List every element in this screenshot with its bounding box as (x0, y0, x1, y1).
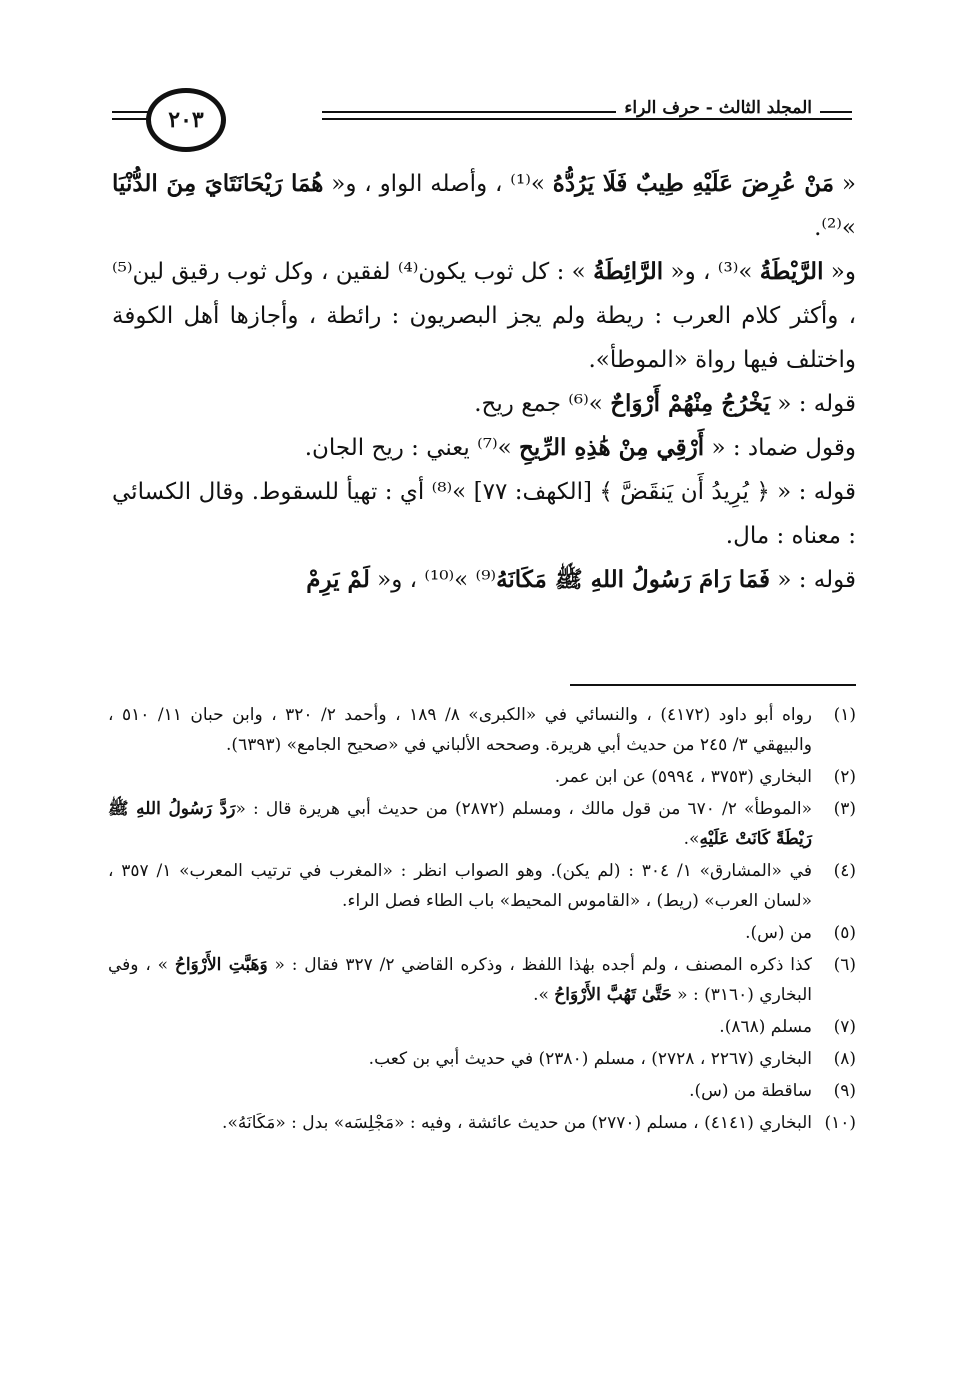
footnotes (108, 700, 856, 1140)
hadith-quote: هُمَا رَيْحَانَتَايَ مِنَ الدُّنْيَا (112, 170, 324, 197)
footnote-text: كذا ذكره المصنف ، ولم أجده بهٰذا اللفظ ، وذكره القاضي ٢/ ٣٢٧ فقال : « وَهَبَّتِ الأَرْوَاحُ » ، وفي البخاري (٣١٦٠) : « حَتَّىٰ تَهُبَّ الأَرْوَاحُ ». (108, 955, 812, 1005)
footnote-number: (٤) (833, 861, 856, 881)
footnote (108, 762, 856, 792)
paragraph-1: « مَنْ عُرِضَ عَلَيْهِ طِيبٌ فَلَا يَرُدُّهُ »⁽¹⁾ ، وأصله الواو ، و« هُمَا رَيْحَانَتَايَ مِنَ الدُّنْيَا »⁽²⁾. (112, 170, 856, 241)
paragraph-4: وقول ضماد : « أَرْقِي مِنْ هَٰذِهِ الرِّيحِ »⁽⁷⁾ يعني : ريح الجان. (304, 434, 856, 461)
footnote-number: (١) (833, 705, 856, 725)
footnote-separator (570, 684, 856, 686)
main-text (112, 162, 856, 602)
footnote-text: ساقطة من (س). (689, 1081, 812, 1101)
footnote-number: (٩) (833, 1081, 856, 1101)
headword: الرَّائِطَةُ (593, 258, 664, 285)
hadith-quote: يَخْرُجُ مِنْهُمْ أَرْوَاحٌ (610, 390, 771, 417)
footnote-number: (٥) (833, 923, 856, 943)
hadith-quote: مَنْ عُرِضَ عَلَيْهِ طِيبٌ فَلَا يَرُدُّهُ (552, 170, 835, 197)
footnote-number: (٣) (833, 799, 856, 819)
footnote (108, 856, 856, 916)
hadith-quote: حَتَّىٰ تَهُبَّ الأَرْوَاحُ (554, 985, 672, 1005)
footnote-text: في «المشارق» ١/ ٣٠٤ : (لم يكن). وهو الصواب انظر : «المغرب في ترتيب المعرب» ١/ ٣٥٧ ، «لسان العرب» (ريط) ، «القاموس المحيط» باب الطاء فصل الراء. (108, 861, 812, 911)
footnote-number: (٨) (833, 1049, 856, 1069)
footnote-text: البخاري (٤١٤١) ، مسلم (٢٧٧٠) من حديث عائشة ، وفيه : «مَجْلِسَه» بدل : «مَكَانَهُ». (222, 1113, 812, 1133)
hadith-quote: فَمَا رَامَ رَسُولُ اللهِ ﷺ مَكَانَهُ (496, 566, 771, 593)
footnote (108, 1108, 856, 1138)
hadith-quote: لَمْ يَرِمْ (306, 566, 370, 593)
footnote (108, 1076, 856, 1106)
footnote-text: «الموطأ» ٢/ ٦٧٠ من قول مالك ، ومسلم (٢٨٧٢) من حديث أبي هريرة قال : «رَدَّ رَسُولُ اللهِ ﷺ رَيْطَةً كَانَتْ عَلَيْهِ». (108, 799, 812, 849)
footnote-number: (٦) (833, 955, 856, 975)
footnote-text: من (س). (745, 923, 812, 943)
footnote (108, 794, 856, 854)
footnote (108, 918, 856, 948)
hadith-quote: وَهَبَّتِ الأَرْوَاحُ (174, 955, 268, 975)
footnote (108, 1044, 856, 1074)
footnote-text: البخاري (٣٧٥٣ ، ٥٩٩٤) عن ابن عمر. (554, 767, 812, 787)
footnote-number: (١٠) (824, 1113, 856, 1133)
paragraph-5: قوله : « ﴿ يُرِيدُ أَن يَنقَضَّ ﴾ [الكهف: ٧٧] »⁽⁸⁾ أي : تهيأ للسقوط. وقال الكسائي : معناه : مال. (112, 479, 856, 549)
paragraph-3: قوله : « يَخْرُجُ مِنْهُمْ أَرْوَاحٌ »⁽⁶⁾ جمع ريح. (474, 390, 856, 417)
page-number: ٢٠٣ (146, 88, 226, 152)
paragraph-6: قوله : « فَمَا رَامَ رَسُولُ اللهِ ﷺ مَكَانَهُ⁽⁹⁾ »⁽¹⁰⁾ ، و« لَمْ يَرِمْ (306, 566, 856, 593)
footnote-number: (٢) (833, 767, 856, 787)
footnote (108, 700, 856, 760)
footnote-number: (٧) (833, 1017, 856, 1037)
page-header (112, 88, 852, 148)
footnote (108, 950, 856, 1010)
running-head: المجلد الثالث - حرف الراء (616, 98, 820, 118)
footnote-text: البخاري (٢٢٦٧ ، ٢٧٢٨) ، مسلم (٢٣٨٠) في حديث أبي بن كعب. (368, 1049, 812, 1069)
footnote (108, 1012, 856, 1042)
paragraph-2: و« الرَّيْطَةُ »⁽³⁾ ، و« الرَّائِطَةُ » : كل ثوب يكون⁽⁴⁾ لفقين ، وكل ثوب رقيق لين⁽⁵⁾ ، وأكثر كلام العرب : ريطة ولم يجز البصريون : رائطة ، وأجازها أهل الكوفة واختلف فيها رواة «الموطأ». (112, 258, 856, 373)
footnote-text: مسلم (٨٦٨). (719, 1017, 812, 1037)
hadith-quote: رَدَّ رَسُولُ اللهِ ﷺ رَيْطَةً كَانَتْ عَلَيْهِ (108, 799, 812, 849)
headword: الرَّيْطَةُ (759, 258, 824, 285)
hadith-quote: أَرْقِي مِنْ هَٰذِهِ الرِّيحِ (519, 434, 705, 461)
footnote-text: رواه أبو داود (٤١٧٢) ، والنسائي في «الكبرى» ٨/ ١٨٩ ، وأحمد ٢/ ٣٢٠ ، وابن حبان ١١/ ٥١٠ ، والبيهقي ٣/ ٢٤٥ من حديث أبي هريرة. وصححه الألباني في «صحيح الجامع» (٦٣٩٣). (108, 705, 813, 755)
